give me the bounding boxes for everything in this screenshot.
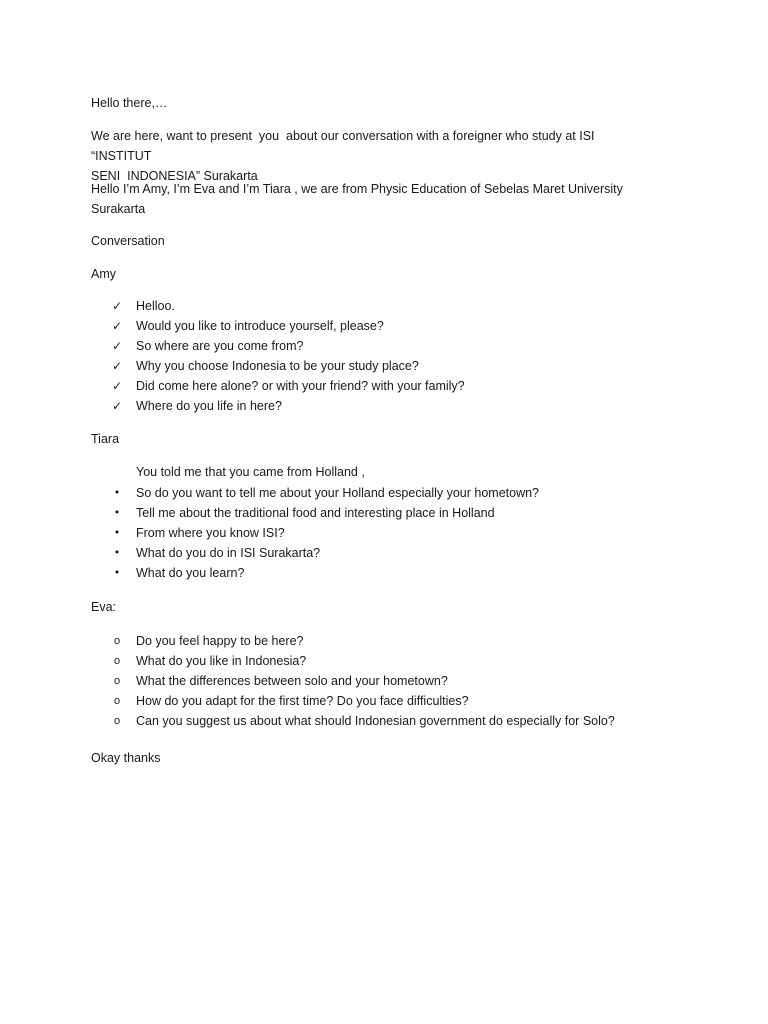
- list-item: [0, 563, 768, 583]
- closing-text: Okay thanks: [91, 751, 161, 765]
- list-item-text: Tell me about the traditional food and interesting place in Holland: [136, 506, 495, 520]
- list-item: [0, 503, 768, 523]
- list-item: [0, 396, 768, 416]
- list-item: [0, 651, 768, 671]
- list-item-text: How do you adapt for the first time? Do you face difficulties?: [136, 694, 469, 708]
- tiara-lead-text: You told me that you came from Holland ,: [136, 465, 365, 479]
- list-item-text: What do you do in ISI Surakarta?: [136, 546, 321, 560]
- list-item-text: What do you learn?: [136, 566, 245, 580]
- list-item: [0, 336, 768, 356]
- list-item-text: Where do you life in here?: [136, 399, 282, 413]
- conversation-heading: Conversation: [91, 234, 165, 248]
- list-item-text: Did come here alone? or with your friend? with your family?: [136, 379, 465, 393]
- list-item: [0, 631, 768, 651]
- list-item-text: What the differences between solo and your hometown?: [136, 674, 448, 688]
- checkmark-icon: ✓: [111, 379, 123, 393]
- list-item-text: From where you know ISI?: [136, 526, 285, 540]
- bullet-icon: •: [113, 486, 121, 499]
- list-item: [0, 296, 768, 316]
- list-item: [0, 483, 768, 503]
- circle-bullet-icon: o: [113, 675, 121, 687]
- circle-bullet-icon: o: [113, 695, 121, 707]
- checkmark-icon: ✓: [111, 299, 123, 313]
- speaker-tiara: Tiara: [91, 432, 120, 446]
- circle-bullet-icon: o: [113, 655, 121, 667]
- bullet-icon: •: [113, 506, 121, 519]
- list-item-text: Would you like to introduce yourself, please?: [136, 319, 384, 333]
- bullet-icon: •: [113, 566, 121, 579]
- circle-bullet-icon: o: [113, 715, 121, 727]
- checkmark-icon: ✓: [111, 319, 123, 333]
- list-item: [0, 711, 768, 731]
- self-intro-paragraph: Hello I’m Amy, I’m Eva and I’m Tiara , we are from Physic Education of Sebelas Maret University Surakarta: [91, 182, 623, 216]
- list-item: [0, 671, 768, 691]
- list-item: [0, 543, 768, 563]
- speaker-amy: Amy: [91, 267, 116, 281]
- checkmark-icon: ✓: [111, 339, 123, 353]
- greeting-text: Hello there,…: [91, 96, 168, 110]
- bullet-icon: •: [113, 526, 121, 539]
- bullet-icon: •: [113, 546, 121, 559]
- checkmark-icon: ✓: [111, 359, 123, 373]
- checkmark-icon: ✓: [111, 399, 123, 413]
- list-item-text: So do you want to tell me about your Holland especially your hometown?: [136, 486, 540, 500]
- list-item-text: So where are you come from?: [136, 339, 304, 353]
- eva-question-list: [0, 631, 768, 731]
- list-item: [0, 523, 768, 543]
- list-item: [0, 376, 768, 396]
- list-item: [0, 691, 768, 711]
- list-item: [0, 316, 768, 336]
- list-item-text: What do you like in Indonesia?: [136, 654, 307, 668]
- list-item-text: Can you suggest us about what should Indonesian government do especially for Solo?: [136, 714, 615, 728]
- amy-question-list: [0, 296, 768, 416]
- intro-paragraph: We are here, want to present you about our conversation with a foreigner who study at ISI “INSTITUT SENI INDONESIA” Surakarta: [91, 129, 595, 183]
- list-item-text: Why you choose Indonesia to be your study place?: [136, 359, 419, 373]
- circle-bullet-icon: o: [113, 635, 121, 647]
- list-item-text: Do you feel happy to be here?: [136, 634, 304, 648]
- list-item-text: Helloo.: [136, 299, 175, 313]
- tiara-question-list: [0, 483, 768, 583]
- list-item: [0, 356, 768, 376]
- speaker-eva: Eva:: [91, 600, 117, 614]
